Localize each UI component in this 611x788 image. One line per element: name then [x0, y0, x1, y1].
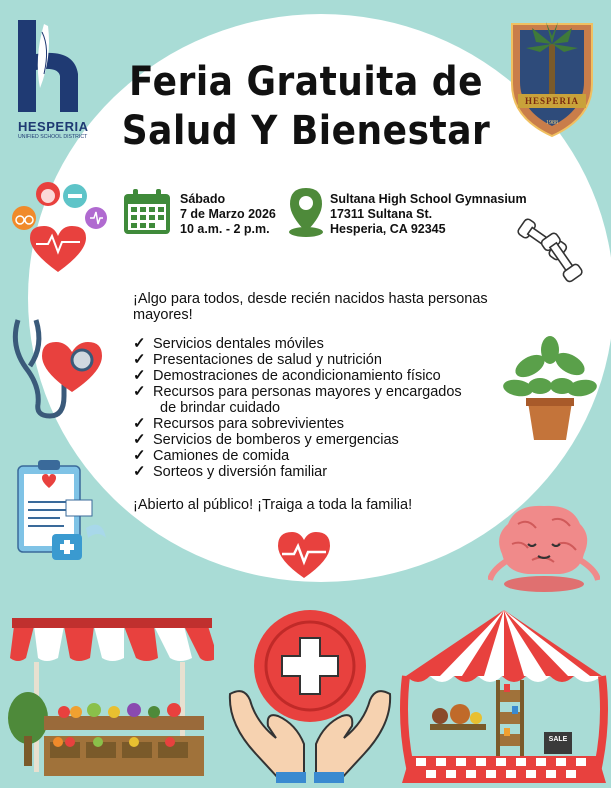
medical-clipboard-icon: [10, 458, 110, 568]
event-time: 10 a.m. - 2 p.m.: [180, 222, 270, 236]
event-date-time: [180, 192, 276, 237]
check-icon: ✓: [133, 415, 146, 432]
market-stall-icon: [4, 606, 214, 783]
list-item: ✓ Camiones de comida: [133, 447, 290, 464]
title-line-1: Feria Gratuita de: [129, 59, 483, 106]
heartbeat-heart-icon: [276, 530, 332, 580]
event-date: 7 de Marzo 2026: [180, 207, 276, 221]
calendar-icon: [122, 188, 172, 236]
list-item: ✓ Presentaciones de salud y nutrición: [133, 351, 382, 368]
event-location: [330, 192, 527, 237]
list-item-continuation: de brindar cuidado: [160, 400, 281, 416]
check-icon: ✓: [133, 351, 146, 368]
title-line-2: Salud Y Bienestar: [121, 108, 491, 155]
check-icon: ✓: [133, 383, 146, 400]
page-title: [96, 58, 516, 157]
event-street: 17311 Sultana St.: [330, 207, 433, 221]
list-item: ✓ Servicios de bomberos y emergencias: [133, 431, 399, 448]
crest-banner: HESPERIA: [524, 96, 579, 106]
school-crest: [506, 14, 598, 138]
check-icon: ✓: [133, 447, 146, 464]
hesperia-district-logo: [14, 18, 92, 140]
meditating-brain-icon: [488, 500, 600, 592]
location-pin-icon: [286, 186, 326, 238]
list-item: ✓ Recursos para personas mayores y encargados: [133, 383, 462, 400]
intro-text: ¡Algo para todos, desde recién nacidos hasta personas mayores!: [133, 291, 488, 323]
stall-sign: SALE: [548, 736, 568, 743]
list-item: ✓ Servicios dentales móviles: [133, 335, 324, 352]
services-list: [133, 336, 533, 480]
potted-plant-icon: [500, 336, 600, 444]
district-name: HESPERIA: [18, 119, 89, 134]
circus-tent-stall-icon: [400, 606, 608, 783]
stethoscope-heart-icon: [6, 316, 102, 420]
district-subtitle: UNIFIED SCHOOL DISTRICT: [18, 134, 88, 140]
check-icon: ✓: [133, 335, 146, 352]
check-icon: ✓: [133, 431, 146, 448]
closing-text: ¡Abierto al público! ¡Traiga a toda la familia!: [133, 497, 413, 513]
crest-year: 1988: [546, 120, 558, 126]
list-item: ✓ Recursos para sobrevivientes: [133, 415, 345, 432]
hands-medical-cross-icon: [226, 604, 394, 783]
event-city: Hesperia, CA 92345: [330, 222, 446, 236]
health-icons-cluster: [8, 180, 108, 275]
event-day: Sábado: [180, 192, 226, 206]
check-icon: ✓: [133, 463, 146, 480]
list-item: ✓ Sorteos y diversión familiar: [133, 463, 328, 480]
check-icon: ✓: [133, 367, 146, 384]
dumbbells-icon: [512, 208, 592, 284]
list-item: ✓ Demostraciones de acondicionamiento físico: [133, 367, 441, 384]
event-venue: Sultana High School Gymnasium: [330, 192, 527, 206]
